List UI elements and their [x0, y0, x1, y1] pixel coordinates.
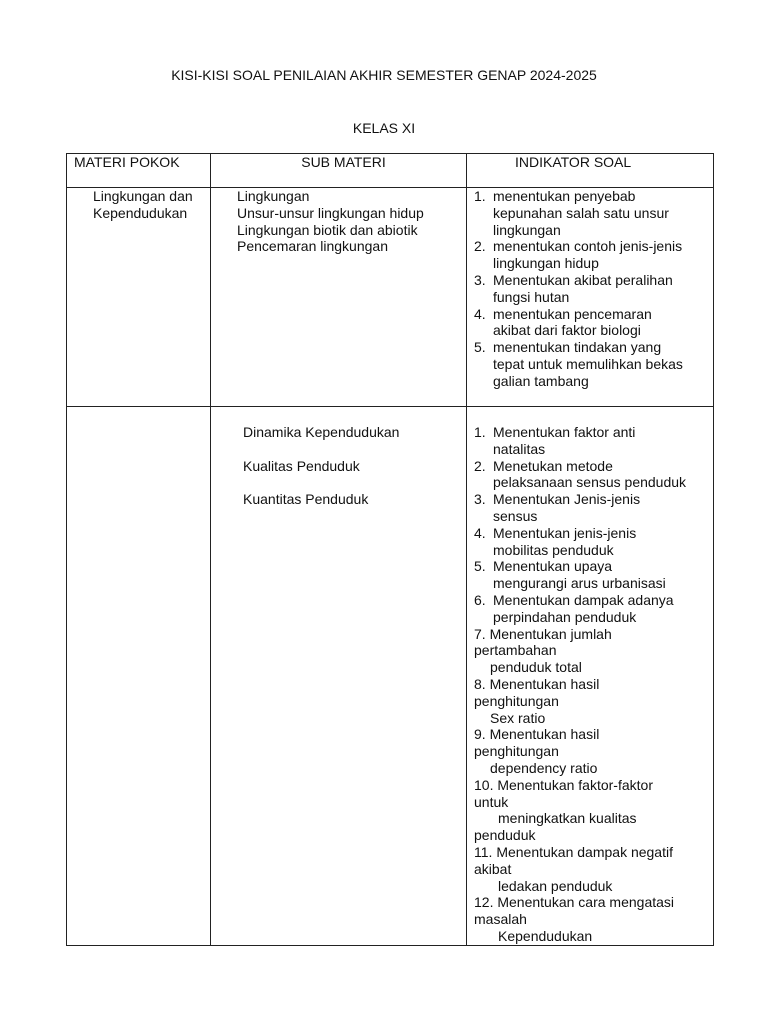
indikator-line: akibat — [474, 860, 512, 877]
indikator-item — [467, 626, 713, 676]
indikator-item — [467, 306, 713, 340]
indikator-item — [467, 188, 713, 238]
document-title: KISI-KISI SOAL PENILAIAN AKHIR SEMESTER GENAP 2024-2025 — [171, 67, 597, 83]
indikator-line: meningkatkan kualitas — [498, 810, 637, 827]
sub-materi-cell — [211, 407, 467, 946]
indikator-line: kepunahan salah satu unsur — [493, 204, 669, 221]
indikator-item — [467, 424, 713, 458]
sub-materi-item: Dinamika Kependudukan — [243, 424, 400, 440]
indikator-line: 11. Menentukan dampak negatif — [474, 843, 673, 860]
indikator-line: sensus — [493, 507, 538, 524]
indikator-line: mengurangi arus urbanisasi — [493, 575, 666, 592]
indikator-item — [467, 726, 713, 776]
document-subtitle: KELAS XI — [352, 120, 416, 136]
sub-materi-item: Pencemaran lingkungan — [237, 238, 388, 255]
indikator-list — [467, 424, 713, 626]
indikator-line: menentukan contoh jenis-jenis — [493, 238, 683, 255]
indikator-line: Kependudukan — [498, 927, 593, 944]
indikator-line: Menentukan jenis-jenis — [493, 524, 637, 541]
indikator-line: 12. Menentukan cara mengatasi — [474, 894, 675, 911]
header-sub-materi: SUB MATERI — [211, 154, 467, 188]
indikator-line: perpindahan penduduk — [493, 608, 637, 625]
sub-materi-item: Lingkungan biotik dan abiotik — [237, 221, 418, 238]
indikator-item — [467, 272, 713, 306]
indikator-line: 8. Menentukan hasil — [474, 675, 600, 692]
indikator-line: penduduk total — [490, 659, 582, 676]
indikator-number: 3. — [474, 271, 486, 288]
materi-pokok-line: Kependudukan — [93, 204, 188, 221]
indikator-line: ledakan penduduk — [498, 877, 613, 894]
indikator-cell — [467, 188, 714, 407]
indikator-line: Menentukan dampak adanya — [493, 591, 674, 608]
indikator-line: Sex ratio — [490, 709, 546, 726]
indikator-line: tepat untuk memulihkan bekas — [493, 355, 683, 372]
indikator-item — [467, 525, 713, 559]
indikator-line: 10. Menentukan faktor-faktor — [474, 776, 653, 793]
indikator-number: 6. — [474, 591, 486, 608]
materi-pokok-cell — [67, 188, 211, 407]
indikator-number: 1. — [474, 188, 486, 204]
indikator-free-list — [467, 626, 713, 945]
indikator-item — [467, 592, 713, 626]
indikator-line: menentukan penyebab — [493, 188, 636, 204]
indikator-line: 9. Menentukan hasil — [474, 726, 600, 743]
indikator-item — [467, 491, 713, 525]
table-row — [67, 407, 714, 946]
indikator-line: untuk — [474, 793, 509, 810]
indikator-line: penghitungan — [474, 692, 559, 709]
indikator-item — [467, 339, 713, 389]
header-indikator-soal: INDIKATOR SOAL — [467, 154, 714, 188]
indikator-line: menentukan pencemaran — [493, 305, 652, 322]
indikator-number: 4. — [474, 524, 486, 541]
indikator-number: 4. — [474, 305, 486, 322]
indikator-line: menentukan tindakan yang — [493, 339, 662, 356]
indikator-line: Menentukan faktor anti — [493, 424, 636, 440]
indikator-line: pertambahan — [474, 642, 557, 659]
indikator-line: akibat dari faktor biologi — [493, 322, 641, 339]
indikator-item — [467, 676, 713, 726]
kisi-kisi-table — [66, 153, 714, 946]
indikator-line: Menetukan metode — [493, 457, 613, 474]
indikator-item — [467, 238, 713, 272]
indikator-line: lingkungan hidup — [493, 255, 599, 272]
indikator-item — [467, 558, 713, 592]
sub-materi-item: Kualitas Penduduk — [243, 457, 360, 474]
indikator-number: 3. — [474, 491, 486, 508]
indikator-line: pelaksanaan sensus penduduk — [493, 474, 687, 491]
indikator-number: 1. — [474, 424, 486, 440]
indikator-line: mobilitas penduduk — [493, 541, 614, 558]
indikator-item — [467, 458, 713, 492]
indikator-number: 2. — [474, 457, 486, 474]
indikator-line: penduduk — [474, 827, 536, 844]
table-header-row — [67, 154, 714, 188]
sub-materi-cell — [211, 188, 467, 407]
indikator-line: penghitungan — [474, 743, 559, 760]
indikator-number: 5. — [474, 558, 486, 575]
indikator-list — [467, 188, 713, 390]
indikator-number: 5. — [474, 339, 486, 356]
indikator-line: dependency ratio — [490, 759, 598, 776]
indikator-item — [467, 777, 713, 844]
indikator-line: fungsi hutan — [493, 288, 570, 305]
indikator-line: 7. Menentukan jumlah — [474, 625, 612, 642]
indikator-line: Menentukan Jenis-jenis — [493, 491, 641, 508]
materi-pokok-cell-empty — [67, 407, 211, 946]
sub-materi-item: Kuantitas Penduduk — [243, 491, 369, 508]
materi-pokok-line: Lingkungan dan — [93, 188, 193, 204]
indikator-cell — [467, 407, 714, 946]
indikator-line: natalitas — [493, 440, 546, 457]
table-row — [67, 188, 714, 407]
indikator-item — [467, 894, 713, 944]
header-materi-pokok: MATERI POKOK — [67, 154, 211, 188]
indikator-line: lingkungan — [493, 221, 561, 238]
sub-materi-item: Lingkungan — [237, 188, 310, 204]
indikator-line: galian tambang — [493, 372, 589, 389]
sub-materi-item: Unsur-unsur lingkungan hidup — [237, 204, 424, 221]
indikator-line: Menentukan akibat peralihan — [493, 271, 673, 288]
indikator-line: Menentukan upaya — [493, 558, 613, 575]
indikator-number: 2. — [474, 238, 486, 255]
indikator-line: masalah — [474, 911, 527, 928]
indikator-item — [467, 844, 713, 894]
